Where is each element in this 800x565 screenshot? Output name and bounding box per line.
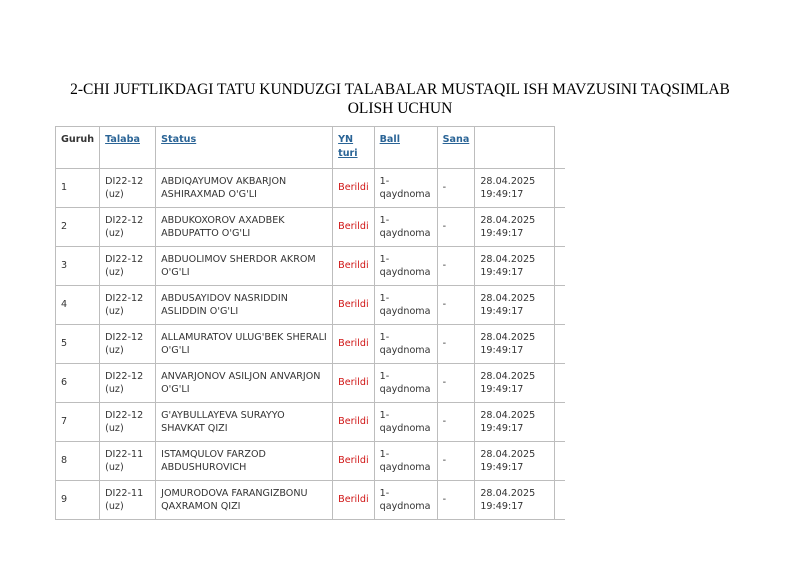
students-table — [55, 126, 565, 520]
header-empty-edge — [555, 127, 566, 169]
table-row — [56, 364, 566, 403]
sort-sana-link[interactable]: Sana — [442, 134, 470, 145]
group-cell: DI22-12 (uz) — [100, 364, 156, 403]
row-edge-cell — [555, 169, 566, 208]
status-cell: Berildi — [333, 247, 375, 286]
student-name-cell: JOMURODOVA FARANGIZBONU QAXRAMON QIZI — [156, 481, 333, 520]
status-cell: Berildi — [333, 169, 375, 208]
table-row — [56, 442, 566, 481]
status-cell: Berildi — [333, 286, 375, 325]
ball-cell: - — [437, 208, 475, 247]
student-name-cell: ABDUKOXOROV AXADBEK ABDUPATTO O'G'LI — [156, 208, 333, 247]
table-row — [56, 481, 566, 520]
ball-cell: - — [437, 286, 475, 325]
row-edge-cell — [555, 286, 566, 325]
group-cell: DI22-12 (uz) — [100, 325, 156, 364]
ball-cell: - — [437, 325, 475, 364]
yn-turi-cell: 1-qaydnoma — [374, 403, 437, 442]
status-cell: Berildi — [333, 442, 375, 481]
status-cell: Berildi — [333, 364, 375, 403]
student-name-cell: ABDUOLIMOV SHERDOR AKROM O'G'LI — [156, 247, 333, 286]
row-number: 9 — [56, 481, 100, 520]
sort-status-link[interactable]: Status — [161, 134, 197, 145]
date-cell: 28.04.2025 19:49:17 — [475, 364, 555, 403]
row-edge-cell — [555, 364, 566, 403]
ball-cell: - — [437, 247, 475, 286]
table-header-row — [56, 127, 566, 169]
status-cell: Berildi — [333, 481, 375, 520]
date-cell: 28.04.2025 19:49:17 — [475, 442, 555, 481]
header-empty — [475, 127, 555, 169]
header-guruh: Guruh — [56, 127, 100, 169]
status-cell: Berildi — [333, 325, 375, 364]
group-cell: DI22-11 (uz) — [100, 481, 156, 520]
yn-turi-cell: 1-qaydnoma — [374, 325, 437, 364]
date-cell: 28.04.2025 19:49:17 — [475, 169, 555, 208]
student-name-cell: ANVARJONOV ASILJON ANVARJON O'G'LI — [156, 364, 333, 403]
student-name-cell: ABDUSAYIDOV NASRIDDIN ASLIDDIN O'G'LI — [156, 286, 333, 325]
yn-turi-cell: 1-qaydnoma — [374, 481, 437, 520]
header-yn-turi[interactable] — [333, 127, 375, 169]
table-row — [56, 286, 566, 325]
group-cell: DI22-12 (uz) — [100, 169, 156, 208]
yn-turi-cell: 1-qaydnoma — [374, 286, 437, 325]
page-title: 2-CHI JUFTLIKDAGI TATU KUNDUZGI TALABALAR MUSTAQIL ISH MAVZUSINI TAQSIMLAB OLISH UCHUN — [70, 81, 730, 117]
sort-ball-link[interactable]: Ball — [379, 134, 400, 145]
status-cell: Berildi — [333, 403, 375, 442]
sort-talaba-link[interactable]: Talaba — [105, 134, 140, 145]
row-edge-cell — [555, 481, 566, 520]
row-number: 2 — [56, 208, 100, 247]
yn-turi-cell: 1-qaydnoma — [374, 208, 437, 247]
row-number: 1 — [56, 169, 100, 208]
row-edge-cell — [555, 208, 566, 247]
student-name-cell: ABDIQAYUMOV AKBARJON ASHIRAXMAD O'G'LI — [156, 169, 333, 208]
table-row — [56, 403, 566, 442]
yn-turi-cell: 1-qaydnoma — [374, 442, 437, 481]
row-edge-cell — [555, 325, 566, 364]
group-cell: DI22-11 (uz) — [100, 442, 156, 481]
yn-turi-cell: 1-qaydnoma — [374, 169, 437, 208]
ball-cell: - — [437, 169, 475, 208]
date-cell: 28.04.2025 19:49:17 — [475, 481, 555, 520]
ball-cell: - — [437, 364, 475, 403]
group-cell: DI22-12 (uz) — [100, 403, 156, 442]
header-status[interactable] — [156, 127, 333, 169]
row-number: 7 — [56, 403, 100, 442]
group-cell: DI22-12 (uz) — [100, 247, 156, 286]
row-number: 4 — [56, 286, 100, 325]
ball-cell: - — [437, 403, 475, 442]
table-row — [56, 247, 566, 286]
header-sana[interactable] — [437, 127, 475, 169]
ball-cell: - — [437, 481, 475, 520]
header-talaba[interactable] — [100, 127, 156, 169]
group-cell: DI22-12 (uz) — [100, 286, 156, 325]
ball-cell: - — [437, 442, 475, 481]
row-number: 6 — [56, 364, 100, 403]
date-cell: 28.04.2025 19:49:17 — [475, 208, 555, 247]
student-name-cell: G'AYBULLAYEVA SURAYYO SHAVKAT QIZI — [156, 403, 333, 442]
yn-turi-cell: 1-qaydnoma — [374, 364, 437, 403]
table-row — [56, 325, 566, 364]
row-edge-cell — [555, 247, 566, 286]
date-cell: 28.04.2025 19:49:17 — [475, 247, 555, 286]
student-name-cell: ALLAMURATOV ULUG'BEK SHERALI O'G'LI — [156, 325, 333, 364]
sort-yn-turi-link[interactable]: YN turi — [338, 134, 358, 159]
date-cell: 28.04.2025 19:49:17 — [475, 325, 555, 364]
status-cell: Berildi — [333, 208, 375, 247]
yn-turi-cell: 1-qaydnoma — [374, 247, 437, 286]
header-ball[interactable] — [374, 127, 437, 169]
group-cell: DI22-12 (uz) — [100, 208, 156, 247]
row-edge-cell — [555, 442, 566, 481]
row-number: 3 — [56, 247, 100, 286]
row-number: 5 — [56, 325, 100, 364]
date-cell: 28.04.2025 19:49:17 — [475, 286, 555, 325]
date-cell: 28.04.2025 19:49:17 — [475, 403, 555, 442]
table-row — [56, 208, 566, 247]
row-edge-cell — [555, 403, 566, 442]
table-row — [56, 169, 566, 208]
student-name-cell: ISTAMQULOV FARZOD ABDUSHUROVICH — [156, 442, 333, 481]
row-number: 8 — [56, 442, 100, 481]
